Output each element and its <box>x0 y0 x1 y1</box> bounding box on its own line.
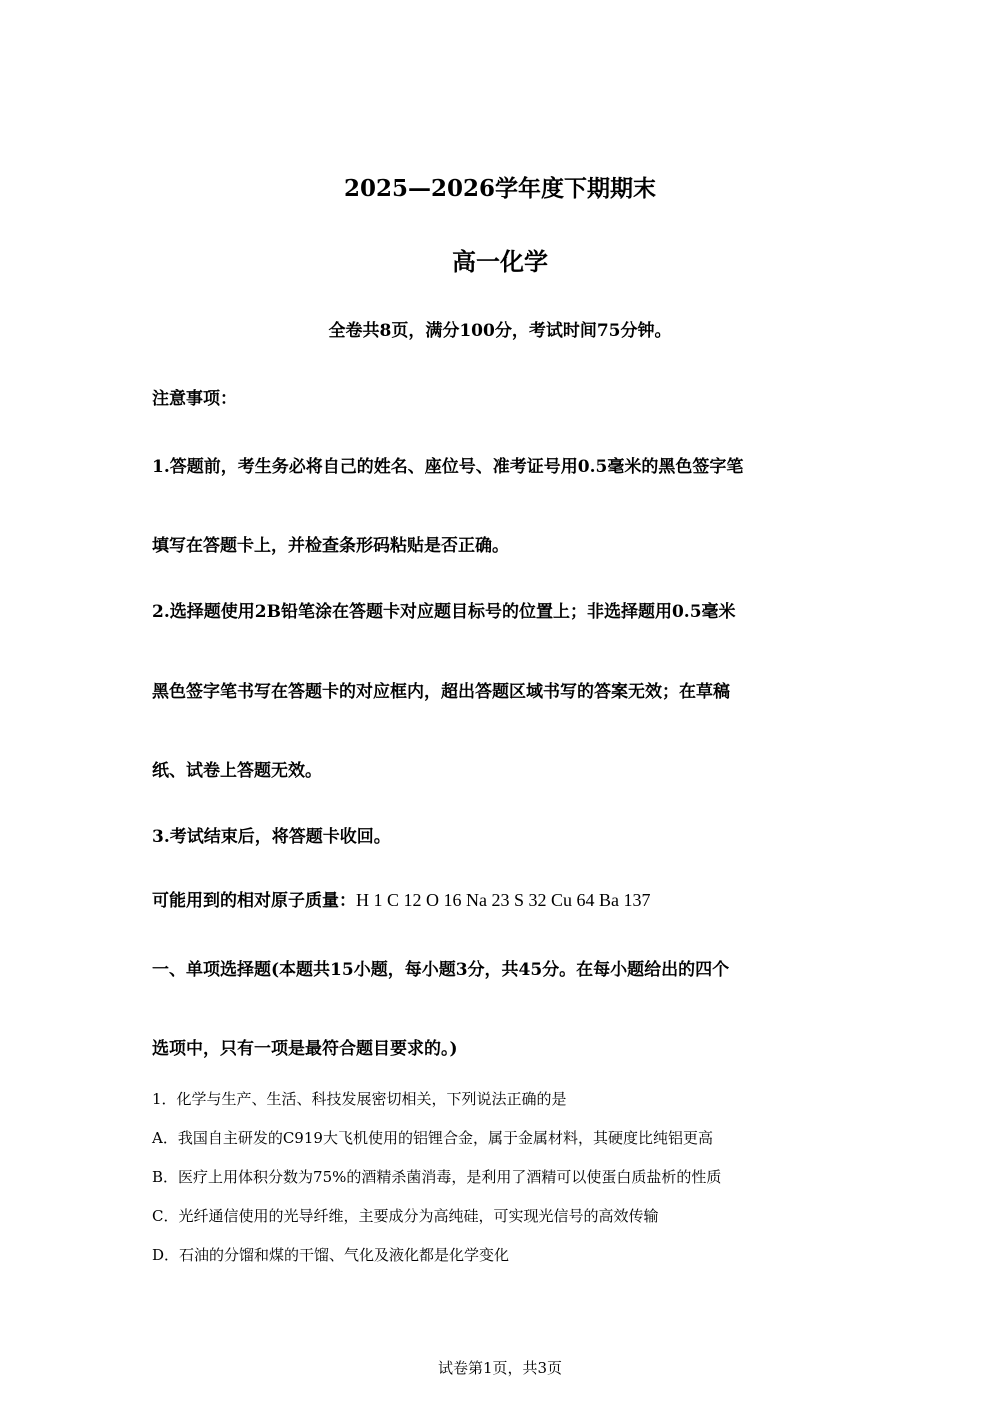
atomic-masses-label: 可能用到的相对原子质量： <box>152 891 356 911</box>
exam-title: 2025—2026学年度下期期末 <box>343 175 657 202</box>
note-line: 2.选择题使用2B铅笔涂在答题卡对应题目标号的位置上；非选择题用0.5毫米 <box>152 602 736 622</box>
option-b: B．医疗上用体积分数为75%的酒精杀菌消毒，是利用了酒精可以使蛋白质盐析的性质 <box>152 1168 722 1186</box>
note-line: 填写在答题卡上，并检查条形码粘贴是否正确。 <box>152 536 509 556</box>
section-heading: 一、单项选择题(本题共15小题，每小题3分，共45分。在每小题给出的四个 <box>152 960 730 980</box>
subject-title: 高一化学 <box>452 247 548 276</box>
atomic-masses-values: H 1 C 12 O 16 Na 23 S 32 Cu 64 Ba 137 <box>356 890 651 910</box>
option-d: D．石油的分馏和煤的干馏、气化及液化都是化学变化 <box>152 1246 510 1264</box>
question-stem: 1．化学与生产、生活、科技发展密切相关，下列说法正确的是 <box>152 1090 567 1108</box>
note-line: 黑色签字笔书写在答题卡的对应框内，超出答题区域书写的答案无效；在草稿 <box>152 682 730 702</box>
page-footer: 试卷第1页，共3页 <box>437 1359 563 1377</box>
note-line: 纸、试卷上答题无效。 <box>152 761 322 781</box>
option-c: C．光纤通信使用的光导纤维，主要成分为高纯硅，可实现光信号的高效传输 <box>152 1207 659 1225</box>
section-heading: 选项中，只有一项是最符合题目要求的。) <box>152 1039 458 1059</box>
note-line: 1.答题前，考生务必将自己的姓名、座位号、准考证号用0.5毫米的黑色签字笔 <box>152 457 744 477</box>
exam-info: 全卷共8页，满分100分，考试时间75分钟。 <box>328 321 672 341</box>
notes-heading: 注意事项： <box>152 389 237 409</box>
note-line: 3.考试结束后，将答题卡收回。 <box>152 827 391 847</box>
atomic-masses <box>152 886 651 911</box>
option-a: A．我国自主研发的C919大飞机使用的铝锂合金，属于金属材料，其硬度比纯铝更高 <box>152 1129 713 1147</box>
